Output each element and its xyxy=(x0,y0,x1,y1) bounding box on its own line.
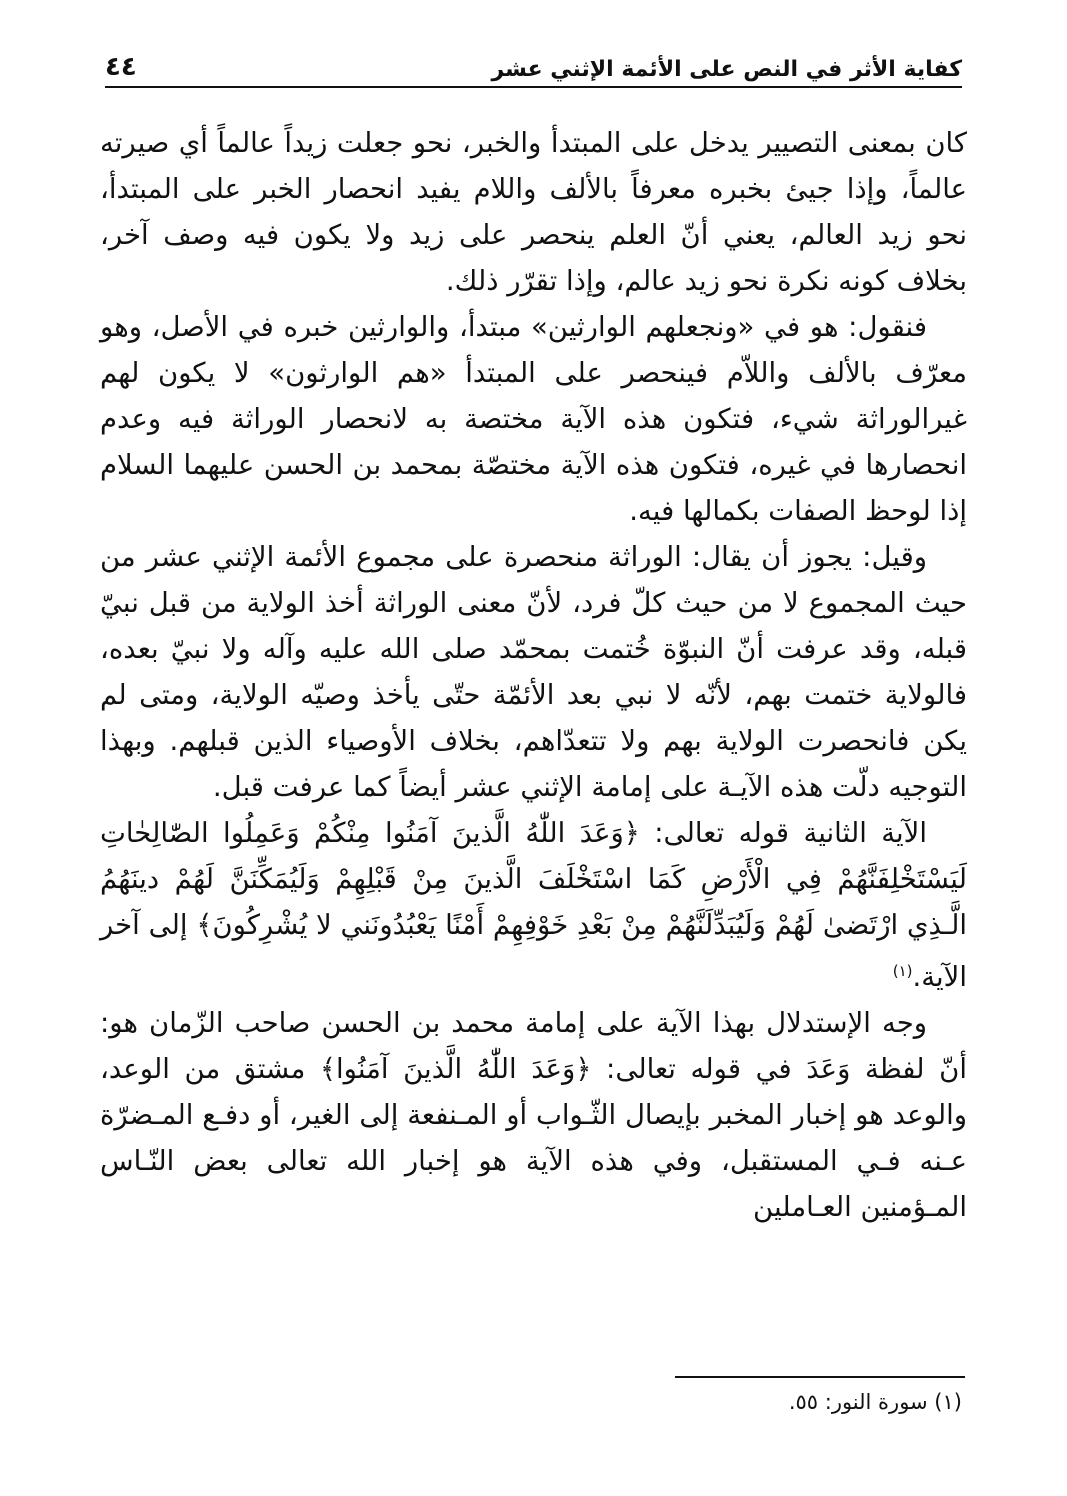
running-title: كفاية الأثر في النص على الأئمة الإثني عشر xyxy=(491,57,962,82)
paragraph-3: وقيل: يجوز أن يقال: الوراثة منحصرة على مجموع الأئمة الإثني عشر من حيث المجموع لا من حيث كلّ فرد، لأنّ معنى الوراثة أخذ الولاية من قبل نبيّ قبله، وقد عرفت أنّ النبوّة خُتمت بمحمّد صلى الله عليه وآله ولا نبيّ بعده، فالولاية ختمت بهم، لأنّه لا نبي بعد الأئمّة حتّى يأخذ وصيّه الولاية، ومتى لم يكن فانحصرت الولاية بهم ولا تتعدّاهم، بخلاف الأوصياء الذين قبلهم. وبهذا التوجيه دلّت هذه الآيـة على إمامة الإثني عشر أيضاً كما عرفت قبل. xyxy=(100,541,967,803)
paragraph-2: فنقول: هو في «ونجعلهم الوارثين» مبتدأ، والوارثين خبره في الأصل، وهو معرّف بالألف واللاّم فينحصر على المبتدأ «هم الوارثون» لا يكون لهم غيرالوراثة شيء، فتكون هذه الآية مختصة به لانحصار الوراثة فيه وعدم انحصارها في غيره، فتكون هذه الآية مختصّة بمحمد بن الحسن عليهما السلام إذا لوحظ الصفات بكمالها فيه. xyxy=(100,311,967,527)
footnote-marker: (١) xyxy=(892,962,913,980)
paragraph-1: كان بمعنى التصيير يدخل على المبتدأ والخبر، نحو جعلت زيداً عالماً أي صيرته عالماً، وإذا جيئ بخبره معرفاً بالألف واللام يفيد انحصار الخبر على المبتدأ، نحو زيد العالم، يعني أنّ العلم ينحصر على زيد ولا يكون فيه وصف آخر، بخلاف كونه نكرة نحو زيد عالم، وإذا تقرّر ذلك. xyxy=(100,127,967,297)
page-number: ٤٤ xyxy=(105,52,137,82)
footnote-separator xyxy=(675,1376,965,1378)
paragraph-4 xyxy=(100,810,967,1000)
footnote: (١) سورة النور: ٥٥. xyxy=(788,1390,962,1414)
paragraph-4-outro: إلى آخر الآية. xyxy=(100,909,967,994)
quran-verse: ﴿وَعَدَ اللّٰهُ الَّذينَ آمَنُوا مِنْكُمْ وَعَمِلُوا الصّٰالِحٰاتِ لَيَسْتَخْلِفَنَّهُمْ فِي الْأَرْضِ كَمَا اسْتَخْلَفَ الَّذينَ مِنْ قَبْلِهِمْ وَلَيُمَكِّنَنَّ لَهُمْ دينَهُمُ الَّـذِي ارْتَضىٰ لَهُمْ وَلَيُبَدِّلَنَّهُمْ مِنْ بَعْدِ خَوْفِهِمْ أَمْنًا يَعْبُدُونَني لا يُشْرِكُونَ﴾ xyxy=(100,817,967,941)
body-text xyxy=(100,120,967,1230)
paragraph-4-intro: الآية الثانية قوله تعالى: xyxy=(639,817,928,849)
page-header xyxy=(105,40,962,88)
paragraph-5: وجه الإستدلال بهذا الآية على إمامة محمد بن الحسن صاحب الزّمان هو: أنّ لفظة وَعَدَ في قوله تعالى: ﴿وَعَدَ اللّٰهُ الَّذينَ آمَنُوا﴾ مشتق من الوعد، والوعد هو إخبار المخبر بإيصال الثّـواب أو المـنفعة إلى الغير، أو دفـع المـضرّة عـنه فـي المستقبل، وفي هذه الآية هو إخبار الله تعالى بعض النّـاس المـؤمنين العـاملين xyxy=(100,1007,967,1224)
